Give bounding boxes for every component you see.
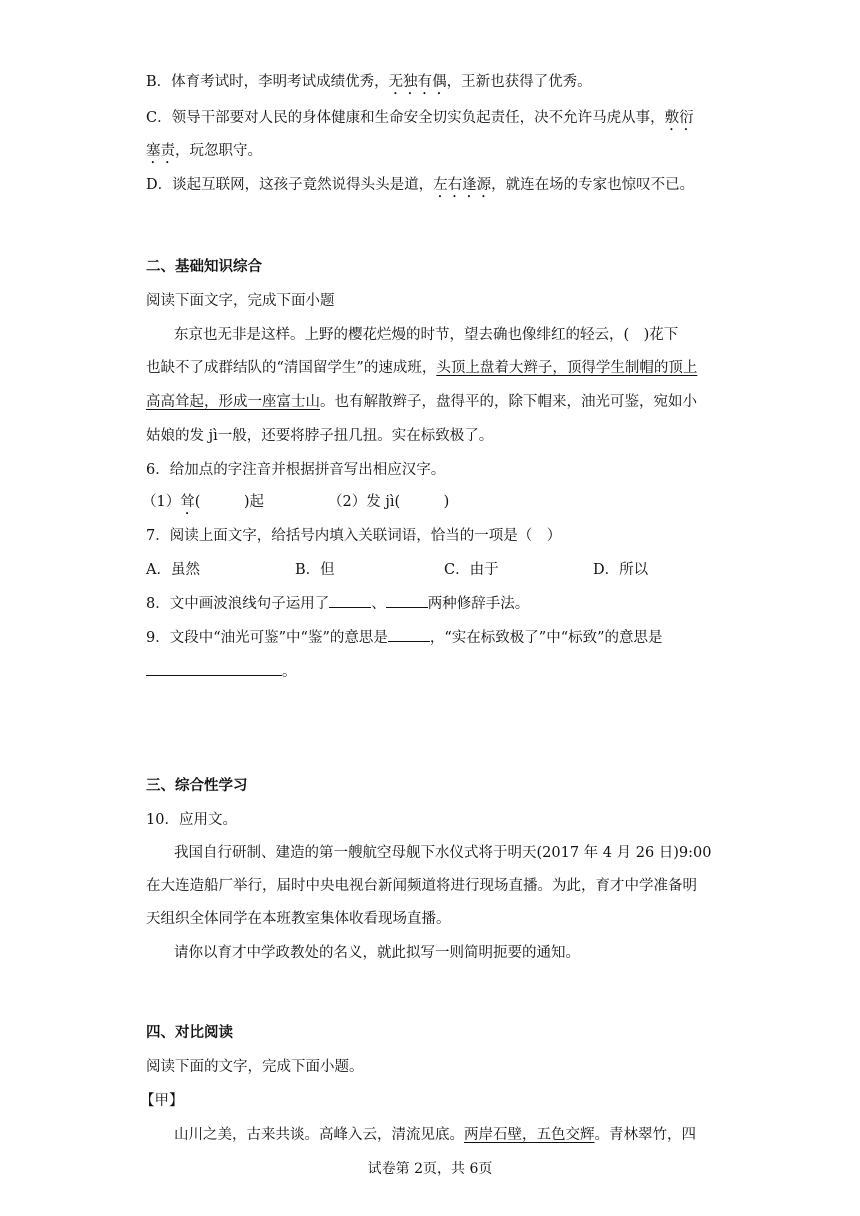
- q7-option-a: A．虽然: [146, 562, 200, 578]
- q7-option-b: B．但: [295, 562, 335, 578]
- section2-title: 二、基础知识综合: [146, 258, 262, 275]
- option-b: [146, 70, 592, 98]
- q9-text-end: 。: [282, 664, 297, 680]
- question-6-part2: （2）发 jì( ): [328, 494, 450, 510]
- passage1-line4: 姑娘的发 jì一般，还要将脖子扭几扭。实在标致极了。: [146, 428, 494, 444]
- question-6-part1: [142, 490, 264, 518]
- question-10: 10．应用文。: [146, 812, 237, 828]
- q7-option-c: C．由于: [444, 562, 499, 578]
- question-7: 7．阅读上面文字，给括号内填入关联词语，恰当的一项是（ ）: [146, 528, 562, 544]
- q9-text: 9．文段中“油光可鉴”中“鉴”的意思是: [146, 630, 388, 646]
- option-d-text-end: ，就连在场的专家也惊叹不已。: [491, 177, 695, 193]
- passage1-text-cont: 。也有解散辫子，盘得平的，除下帽来，油光可鉴，宛如小: [320, 394, 697, 410]
- page-footer: 试卷第 2页，共 6页: [367, 1161, 493, 1177]
- q6a-blank: ( )起: [194, 494, 265, 510]
- option-c-cont: [146, 139, 262, 167]
- q10-task: 请你以育才中学政教处的名义，就此拟写一则简明扼要的通知。: [174, 945, 580, 961]
- question-9-cont: [146, 660, 297, 681]
- q9-text-mid: ，“实在标致极了”中“标致”的意思是: [429, 630, 663, 646]
- passage1-text: 也缺不了成群结队的“清国留学生”的速成班，: [146, 360, 437, 376]
- section4-instruction: 阅读下面的文字，完成下面小题。: [146, 1059, 364, 1075]
- q6a-label: （1）: [142, 494, 181, 510]
- option-c-dotted-2: 塞责: [146, 143, 175, 159]
- passage1-wavy-sentence: 头顶上盘着大辫子，顶得学生制帽的顶上: [436, 360, 698, 376]
- q8-blank-2[interactable]: [386, 595, 428, 608]
- option-d-dotted: 左右逢源: [433, 177, 492, 193]
- passage1-line2: [146, 356, 697, 377]
- passage1-line3: [146, 390, 697, 411]
- option-b-dotted: 无独有偶: [388, 74, 447, 90]
- q10-passage-line3: 天组织全体同学在本班教室集体收看现场直播。: [146, 911, 451, 927]
- q10-passage-line2: 在大连造船厂举行，届时中央电视台新闻频道将进行现场直播。为此，育才中学准备明: [146, 878, 697, 894]
- jia-underlined: 两岸石壁，五色交辉: [464, 1127, 595, 1143]
- option-d-text: D．谈起互联网，这孩子竟然说得头头是道，: [146, 177, 434, 193]
- q6a-dotted-char: 耸: [180, 494, 195, 510]
- option-c-text: C．领导干部要对人民的身体健康和生命安全切实负起责任，决不允许马虎从事，: [146, 110, 665, 126]
- option-c-text-end: ，玩忽职守。: [175, 143, 262, 159]
- q10-passage-line1: 我国自行研制、建造的第一艘航空母舰下水仪式将于明天(2017 年 4 月 26 日)9:00: [174, 845, 712, 861]
- option-d: [146, 173, 694, 201]
- passage1-wavy-sentence-cont: 高高耸起，形成一座富士山: [146, 394, 320, 410]
- option-b-text: B．体育考试时，李明考试成绩优秀，: [146, 74, 389, 90]
- passage1-line1: 东京也无非是这样。上野的樱花烂熳的时节，望去确也像绯红的轻云，( )花下: [174, 327, 679, 343]
- jia-text-end: 。青林翠竹，四: [594, 1127, 696, 1143]
- passage-jia-line1: [174, 1123, 696, 1144]
- q9-blank-1[interactable]: [388, 629, 430, 642]
- question-6: 6．给加点的字注音并根据拼音写出相应汉字。: [146, 462, 446, 478]
- q7-option-d: D．所以: [593, 562, 649, 578]
- q8-text: 8．文中画波浪线句子运用了: [146, 596, 330, 612]
- question-8: [146, 592, 529, 613]
- q9-blank-2[interactable]: [146, 663, 282, 676]
- section2-instruction: 阅读下面文字，完成下面小题: [146, 293, 335, 309]
- option-c: [146, 106, 694, 134]
- section4-title: 四、对比阅读: [146, 1024, 233, 1041]
- option-b-text-end: ，王新也获得了优秀。: [446, 74, 592, 90]
- q8-text-end: 两种修辞手法。: [427, 596, 530, 612]
- option-c-dotted: 敷衍: [664, 110, 694, 126]
- section3-title: 三、综合性学习: [146, 777, 248, 794]
- passage-jia-label: 【甲】: [140, 1093, 184, 1109]
- q8-blank-1[interactable]: [329, 595, 371, 608]
- q8-separator: 、: [371, 596, 386, 612]
- jia-text: 山川之美，古来共谈。高峰入云，清流见底。: [174, 1127, 464, 1143]
- question-9: [146, 626, 663, 647]
